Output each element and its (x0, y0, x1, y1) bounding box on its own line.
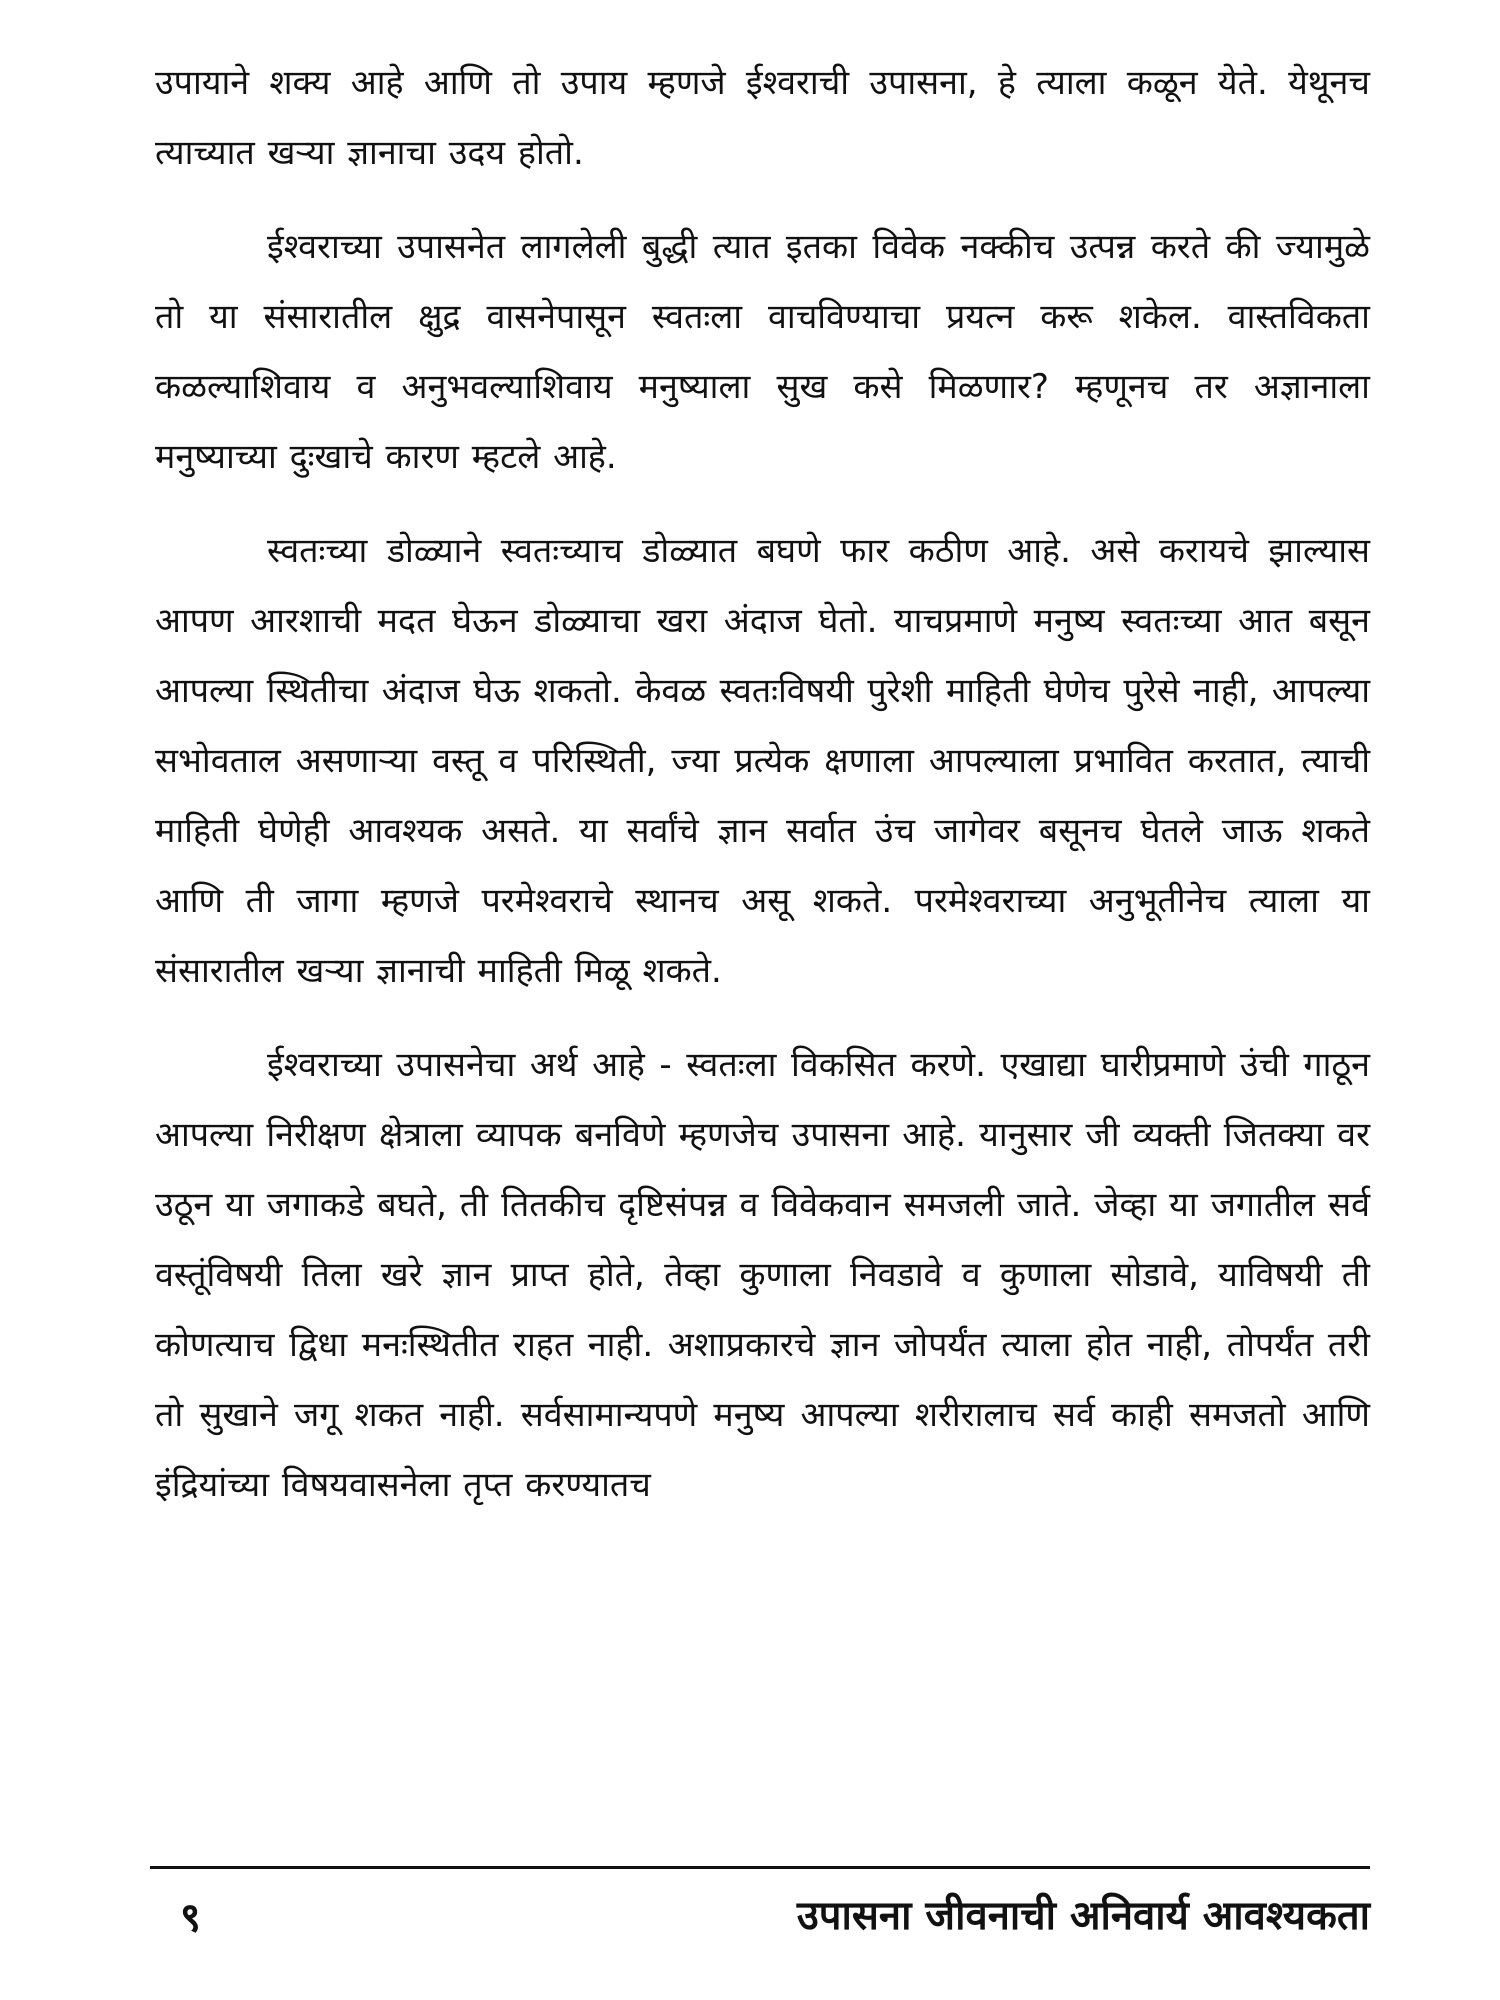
running-footer-title: उपासना जीवनाची अनिवार्य आवश्यकता (796, 1893, 1370, 1939)
page-number: ९ (180, 1895, 201, 1941)
paragraph-2: ईश्वराच्या उपासनेत लागलेली बुद्धी त्यात इतका विवेक नक्कीच उत्पन्न करते की ज्यामुळे तो या संसारातील क्षुद्र वासनेपासून स्वतःला वाचविण्याचा प्रयत्न करू शकेल. वास्तविकता कळल्याशिवाय व अनुभवल्याशिवाय मनुष्याला सुख कसे मिळणार? म्हणूनच तर अज्ञानाला मनुष्याच्या दुःखाचे कारण म्हटले आहे. (155, 227, 1370, 477)
paragraph-3: स्वतःच्या डोळ्याने स्वतःच्याच डोळ्यात बघणे फार कठीण आहे. असे करायचे झाल्यास आपण आरशाची मदत घेऊन डोळ्याचा खरा अंदाज घेतो. याचप्रमाणे मनुष्य स्वतःच्या आत बसून आपल्या स्थितीचा अंदाज घेऊ शकतो. केवळ स्वतःविषयी पुरेशी माहिती घेणेच पुरेसे नाही, आपल्या सभोवताल असणाऱ्या वस्तू व परिस्थिती, ज्या प्रत्येक क्षणाला आपल्याला प्रभावित करतात, त्याची माहिती घेणेही आवश्यक असते. या सर्वांचे ज्ञान सर्वात उंच जागेवर बसूनच घेतले जाऊ शकते आणि ती जागा म्हणजे परमेश्वराचे स्थानच असू शकते. परमेश्वराच्या अनुभूतीनेच त्याला या संसारातील खऱ्या ज्ञानाची माहिती मिळू शकते. (155, 531, 1370, 991)
paragraph-1: उपायाने शक्य आहे आणि तो उपाय म्हणजे ईश्वराची उपासना, हे त्याला कळून येते. येथूनच त्याच्यात खऱ्या ज्ञानाचा उदय होतो. (155, 63, 1370, 173)
footer-divider (150, 1866, 1370, 1869)
page-body-text (155, 48, 1370, 1544)
paragraph-4: ईश्वराच्या उपासनेचा अर्थ आहे - स्वतःला विकसित करणे. एखाद्या घारीप्रमाणे उंची गाठून आपल्या निरीक्षण क्षेत्राला व्यापक बनविणे म्हणजेच उपासना आहे. यानुसार जी व्यक्ती जितक्या वर उठून या जगाकडे बघते, ती तितकीच दृष्टिसंपन्न व विवेकवान समजली जाते. जेव्हा या जगातील सर्व वस्तूंविषयी तिला खरे ज्ञान प्राप्त होते, तेव्हा कुणाला निवडावे व कुणाला सोडावे, याविषयी ती कोणत्याच द्विधा मनःस्थितीत राहत नाही. अशाप्रकारचे ज्ञान जोपर्यंत त्याला होत नाही, तोपर्यंत तरी तो सुखाने जगू शकत नाही. सर्वसामान्यपणे मनुष्य आपल्या शरीरालाच सर्व काही समजतो आणि इंद्रियांच्या विषयवासनेला तृप्त करण्यातच (155, 1045, 1370, 1505)
